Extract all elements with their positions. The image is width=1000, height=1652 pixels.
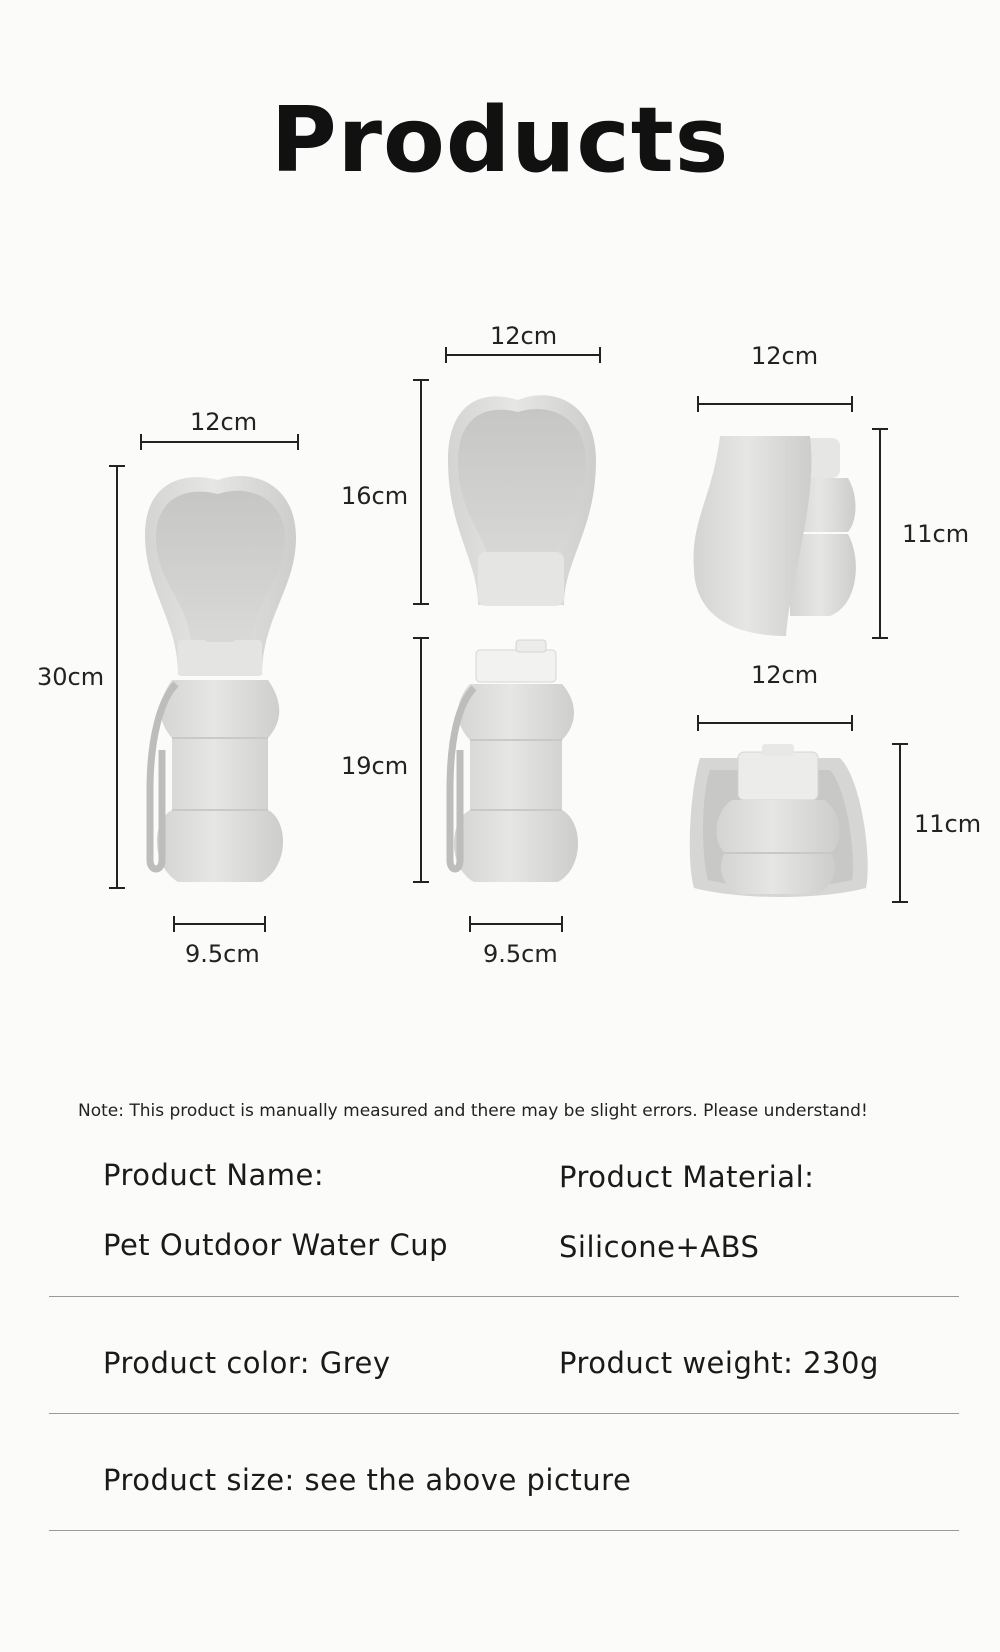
divider bbox=[49, 1413, 959, 1414]
bowl-part-height: 16cm bbox=[341, 482, 409, 510]
folded-front-width: 12cm bbox=[751, 661, 819, 689]
full-bottle-image bbox=[109, 434, 298, 932]
folded-front-image bbox=[690, 715, 908, 902]
product-name-label: Product Name: bbox=[103, 1158, 325, 1192]
full-bottle-height: 30cm bbox=[37, 663, 105, 691]
folded-front-height: 11cm bbox=[914, 810, 982, 838]
folded-side-height: 11cm bbox=[902, 520, 970, 548]
bottle-part-height: 19cm bbox=[341, 752, 409, 780]
folded-side-width: 12cm bbox=[751, 342, 819, 370]
bowl-part-image bbox=[413, 347, 600, 606]
product-size: Product size: see the above picture bbox=[103, 1463, 632, 1497]
bowl-part-width: 12cm bbox=[490, 322, 558, 350]
product-material-label: Product Material: bbox=[559, 1160, 815, 1194]
divider bbox=[49, 1296, 959, 1297]
divider bbox=[49, 1530, 959, 1531]
product-name-value: Pet Outdoor Water Cup bbox=[103, 1228, 448, 1262]
page-title: Products bbox=[270, 88, 730, 193]
full-bottle-bottom-width: 9.5cm bbox=[185, 940, 260, 968]
bottle-part-image bbox=[413, 638, 578, 932]
folded-side-image bbox=[694, 396, 888, 638]
product-illustration bbox=[0, 320, 1000, 980]
product-dimension-figure bbox=[0, 320, 1000, 980]
product-material-value: Silicone+ABS bbox=[559, 1230, 760, 1264]
measurement-note: Note: This product is manually measured and there may be slight errors. Please understand! bbox=[78, 1101, 868, 1121]
product-weight: Product weight: 230g bbox=[559, 1346, 879, 1380]
product-color: Product color: Grey bbox=[103, 1346, 391, 1380]
bottle-part-bottom-width: 9.5cm bbox=[483, 940, 558, 968]
full-bottle-top-width: 12cm bbox=[190, 408, 258, 436]
